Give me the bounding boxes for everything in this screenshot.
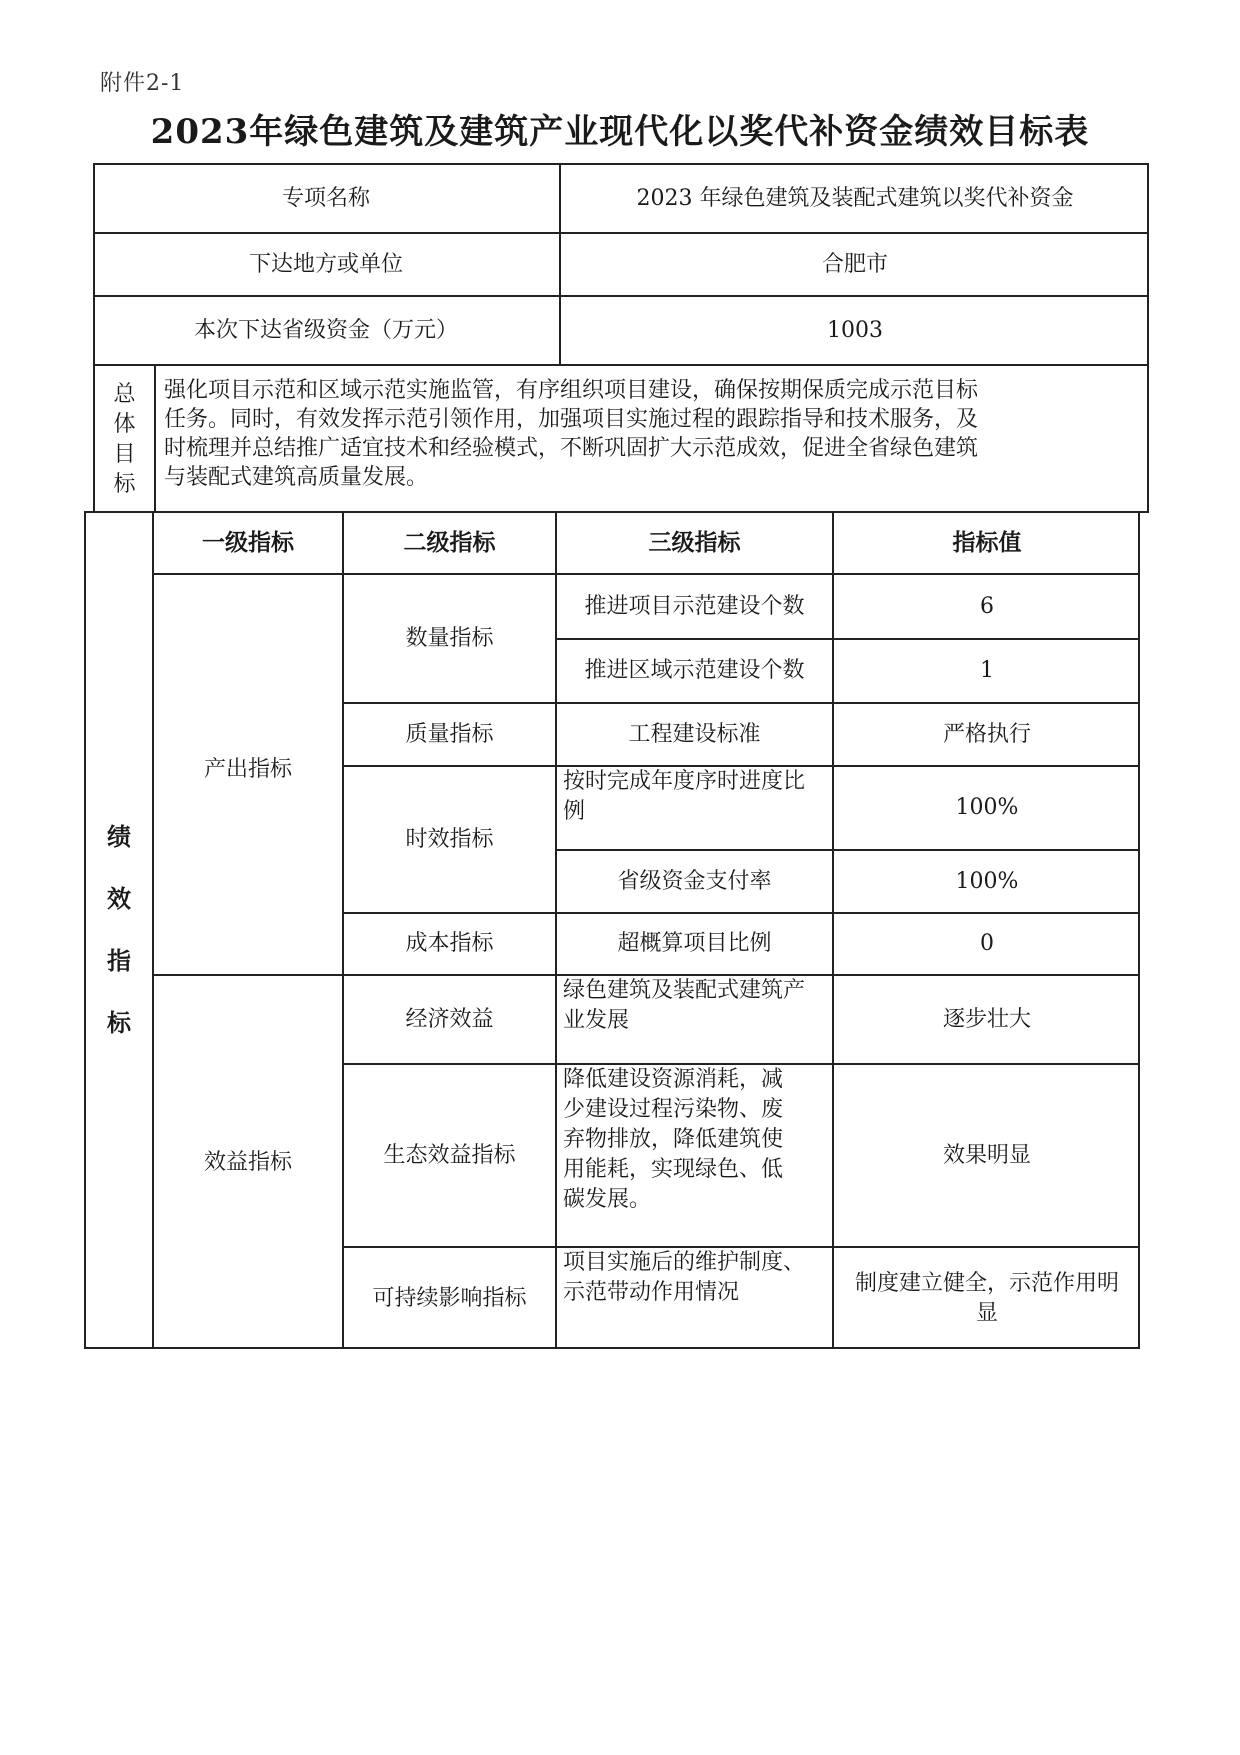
timeliness-indicator-label: 时效指标 [405,826,494,852]
fund-label: 本次下达省级资金（万元） [193,317,458,343]
industry-development-label: 绿色建筑及装配式建筑产 业发展 [563,978,806,1033]
construction-standard-label: 工程建设标准 [628,721,761,747]
header-level1: 一级指标 [202,529,294,556]
attachment-number: 附件2-1 [100,71,185,96]
over-budget-ratio-value: 0 [980,931,994,956]
project-demo-count-label: 推进项目示范建设个数 [584,593,805,619]
project-name-label: 专项名称 [281,185,370,211]
industry-development-value: 逐步壮大 [942,1006,1031,1032]
quantity-indicator-label: 数量指标 [405,625,494,651]
overall-goal-label: 总 体 目 标 [113,381,136,497]
unit-label: 下达地方或单位 [248,251,403,277]
schedule-progress-label: 按时完成年度序时进度比 例 [563,769,806,824]
project-name-value: 2023 年绿色建筑及装配式建筑以奖代补资金 [636,185,1074,211]
resource-reduction-value: 效果明显 [942,1142,1031,1168]
schedule-progress-value: 100% [955,795,1019,820]
maintenance-system-value: 制度建立健全，示范作用明 显 [854,1270,1119,1326]
header-level3: 三级指标 [648,529,741,556]
benefit-indicators-label: 效益指标 [203,1149,292,1175]
construction-standard-value: 严格执行 [942,721,1031,747]
project-demo-count-value: 6 [980,593,994,619]
ecological-benefit-label: 生态效益指标 [383,1142,516,1168]
cost-indicator-label: 成本指标 [405,931,494,956]
performance-indicators-label: 绩 效 指 标 [107,822,131,1037]
page-title: 2023年绿色建筑及建筑产业现代化以奖代补资金绩效目标表 [150,112,1090,152]
regional-demo-count-value: 1 [980,658,994,683]
unit-value: 合肥市 [821,251,888,277]
sustainable-impact-label: 可持续影响指标 [372,1285,527,1311]
output-indicators-label: 产出指标 [203,757,292,782]
header-level2: 二级指标 [403,529,496,556]
overall-goal-text: 强化项目示范和区域示范实施监管，有序组织项目建设，确保按期保质完成示范目标 任务。同时，有效发挥示范引领作用，加强项目实施过程的跟踪指导和技术服务，及 时梳理并总结推广适宜技术和经验模式，不断巩固扩大示范成效，促进全省绿色建筑 与装配式建筑高质量发展。 [164,378,979,490]
over-budget-ratio-label: 超概算项目比例 [617,931,772,956]
fund-payment-rate-value: 100% [955,868,1019,894]
fund-value: 1003 [827,317,883,343]
header-value: 指标值 [952,529,1022,556]
economic-benefit-label: 经济效益 [405,1006,494,1032]
resource-reduction-label: 降低建设资源消耗，减 少建设过程污染物、废 弃物排放，降低建筑使 用能耗，实现绿色、低 碳发展。 [563,1067,784,1212]
maintenance-system-label: 项目实施后的维护制度、 示范带动作用情况 [563,1250,806,1305]
regional-demo-count-label: 推进区域示范建设个数 [584,658,805,683]
fund-payment-rate-label: 省级资金支付率 [617,868,772,894]
quality-indicator-label: 质量指标 [405,721,494,747]
